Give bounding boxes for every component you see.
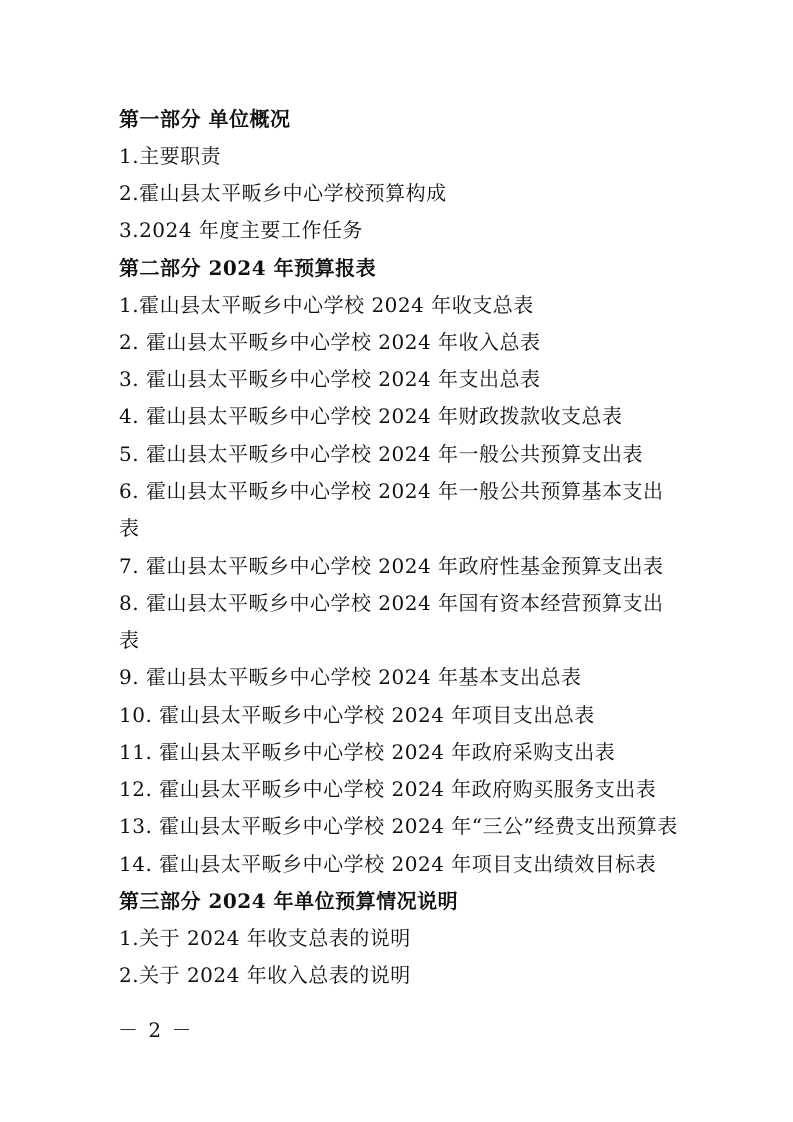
toc-line: 4. 霍山县太平畈乡中心学校 2024 年财政拨款收支总表 — [119, 404, 623, 428]
toc-line: 6. 霍山县太平畈乡中心学校 2024 年一般公共预算基本支出 — [119, 479, 664, 503]
toc-line-wrap: 表 — [119, 516, 140, 540]
toc-line: 3.2024 年度主要工作任务 — [119, 218, 363, 242]
toc-line: 1.霍山县太平畈乡中心学校 2024 年收支总表 — [119, 293, 534, 317]
toc-line: 2.霍山县太平畈乡中心学校预算构成 — [119, 181, 447, 205]
toc-line: 3. 霍山县太平畈乡中心学校 2024 年支出总表 — [119, 367, 541, 391]
toc-line: 1.主要职责 — [119, 144, 222, 168]
part1-heading: 第一部分 单位概况 — [119, 107, 291, 131]
part2-heading: 第二部分 2024 年预算报表 — [119, 256, 377, 280]
toc-line: 7. 霍山县太平畈乡中心学校 2024 年政府性基金预算支出表 — [119, 554, 664, 578]
page-number: － 2 － — [118, 1018, 194, 1042]
toc-line: 14. 霍山县太平畈乡中心学校 2024 年项目支出绩效目标表 — [119, 852, 657, 876]
part3-heading: 第三部分 2024 年单位预算情况说明 — [119, 889, 459, 913]
toc-line: 13. 霍山县太平畈乡中心学校 2024 年“三公”经费支出预算表 — [119, 814, 678, 838]
toc-line: 9. 霍山县太平畈乡中心学校 2024 年基本支出总表 — [119, 665, 582, 689]
toc-line-wrap: 表 — [119, 628, 140, 652]
toc-line: 10. 霍山县太平畈乡中心学校 2024 年项目支出总表 — [119, 703, 595, 727]
toc-line: 11. 霍山县太平畈乡中心学校 2024 年政府采购支出表 — [119, 740, 616, 764]
toc-line: 8. 霍山县太平畈乡中心学校 2024 年国有资本经营预算支出 — [119, 591, 664, 615]
toc-line: 2.关于 2024 年收入总表的说明 — [119, 963, 411, 987]
toc-line: 2. 霍山县太平畈乡中心学校 2024 年收入总表 — [119, 330, 541, 354]
toc-line: 1.关于 2024 年收支总表的说明 — [119, 926, 411, 950]
toc-line: 5. 霍山县太平畈乡中心学校 2024 年一般公共预算支出表 — [119, 442, 644, 466]
toc-line: 12. 霍山县太平畈乡中心学校 2024 年政府购买服务支出表 — [119, 777, 657, 801]
